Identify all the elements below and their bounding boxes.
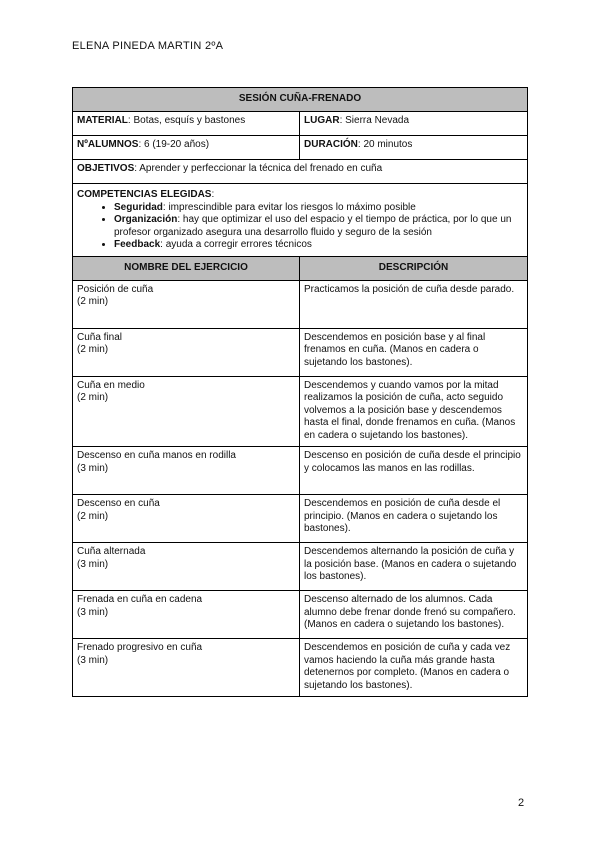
exercise-name-cell <box>73 447 300 495</box>
lugar-label: LUGAR <box>304 115 340 126</box>
table-row <box>73 280 528 328</box>
exercise-name: Frenado progresivo en cuña <box>77 642 203 653</box>
exercise-name-cell <box>73 591 300 639</box>
exercise-description: Descenso alternado de los alumnos. Cada alumno debe frenar donde frenó su compañero. (Manos en cadera o sujetando los bastones). <box>300 591 528 639</box>
duracion-value: : 20 minutos <box>357 139 413 150</box>
competencia-item <box>114 214 523 239</box>
objetivos-value: : Aprender y perfeccionar la técnica del frenado en cuña <box>134 163 383 174</box>
table-row <box>73 591 528 639</box>
competencias-label: COMPETENCIAS ELEGIDAS <box>77 189 212 200</box>
session-table <box>72 87 528 697</box>
exercise-name: Cuña en medio <box>77 379 145 391</box>
exercise-time: (2 min) <box>77 392 109 403</box>
exercise-description: Descendemos en posición base y al final frenamos en cuña. (Manos en cadera o sujetando los bastones). <box>300 328 528 376</box>
table-row <box>73 376 528 447</box>
competencia-text: : imprescindible para evitar los riesgos lo máximo posible <box>162 201 416 213</box>
column-header-description: DESCRIPCIÓN <box>300 256 528 280</box>
exercise-name-cell <box>73 376 300 447</box>
exercise-time: (3 min) <box>77 606 109 618</box>
duracion-label: DURACIÓN <box>304 139 358 150</box>
lugar-cell <box>300 112 528 136</box>
competencia-item <box>114 239 523 252</box>
competencia-text: : ayuda a corregir errores técnicos <box>160 239 312 250</box>
exercise-description: Descendemos en posición de cuña desde el principio. (Manos en cadera o sujetando los bastones). <box>300 495 528 543</box>
session-title: SESIÓN CUÑA-FRENADO <box>73 88 528 112</box>
page-number: 2 <box>518 797 525 809</box>
duracion-cell <box>300 136 528 160</box>
competencias-colon: : <box>211 189 215 200</box>
objetivos-label: OBJETIVOS <box>77 163 135 174</box>
exercise-name: Cuña alternada <box>77 546 146 557</box>
exercise-name: Descenso en cuña manos en rodilla <box>77 450 236 461</box>
competencia-item <box>114 202 523 215</box>
competencia-name: Feedback <box>114 239 161 250</box>
exercise-name-cell <box>73 639 300 697</box>
exercise-name: Posición de cuña <box>77 283 154 295</box>
exercise-time: (2 min) <box>77 510 109 522</box>
exercise-time: (3 min) <box>77 558 109 570</box>
exercise-name-cell <box>73 328 300 376</box>
table-row <box>73 495 528 543</box>
exercise-name: Cuña final <box>77 331 123 343</box>
exercise-name-cell <box>73 280 300 328</box>
competencia-text: : hay que optimizar el uso del espacio y el tiempo de práctica, por lo que un profesor organizado asegura una desarrollo fluido y seguro de la sesión <box>114 214 512 238</box>
material-cell <box>73 112 300 136</box>
competencia-name: Seguridad <box>114 201 163 213</box>
exercise-name: Descenso en cuña <box>77 498 160 509</box>
material-value: : Botas, esquís y bastones <box>127 115 246 126</box>
exercise-name: Frenada en cuña en cadena <box>77 594 203 605</box>
exercise-description: Descenso en posición de cuña desde el principio y colocamos las manos en las rodillas. <box>300 447 528 495</box>
exercise-time: (3 min) <box>77 462 109 474</box>
table-row <box>73 639 528 697</box>
exercise-rows <box>73 280 528 697</box>
table-row <box>73 447 528 495</box>
lugar-value: : Sierra Nevada <box>339 115 410 126</box>
exercise-name-cell <box>73 495 300 543</box>
exercise-time: (3 min) <box>77 654 109 666</box>
competencia-name: Organización <box>114 214 178 225</box>
table-row <box>73 543 528 591</box>
alumnos-cell <box>73 136 300 160</box>
exercise-time: (2 min) <box>77 344 109 355</box>
column-header-exercise: NOMBRE DEL EJERCICIO <box>73 256 300 280</box>
objetivos-cell <box>73 160 528 184</box>
material-label: MATERIAL <box>77 115 128 126</box>
competencias-list <box>77 202 523 252</box>
competencias-cell <box>73 184 528 257</box>
exercise-time: (2 min) <box>77 296 109 307</box>
alumnos-value: : 6 (19-20 años) <box>138 139 210 150</box>
exercise-name-cell <box>73 543 300 591</box>
exercise-description: Practicamos la posición de cuña desde parado. <box>300 280 528 328</box>
exercise-description: Descendemos y cuando vamos por la mitad realizamos la posición de cuña, acto seguido volvemos a la posición base y descendemos hasta el final, donde frenamos en cuña. (Manos en cadera o sujetando los bastones). <box>300 376 528 447</box>
exercise-description: Descendemos en posición de cuña y cada vez vamos haciendo la cuña más grande hasta detenernos por completo. (Manos en cadera o sujetando los bastones). <box>300 639 528 697</box>
exercise-description: Descendemos alternando la posición de cuña y la posición base. (Manos en cadera o sujetando los bastones). <box>300 543 528 591</box>
author-header: ELENA PINEDA MARTIN 2ºA <box>72 40 224 52</box>
alumnos-label: NºALUMNOS <box>77 139 139 150</box>
table-row <box>73 328 528 376</box>
